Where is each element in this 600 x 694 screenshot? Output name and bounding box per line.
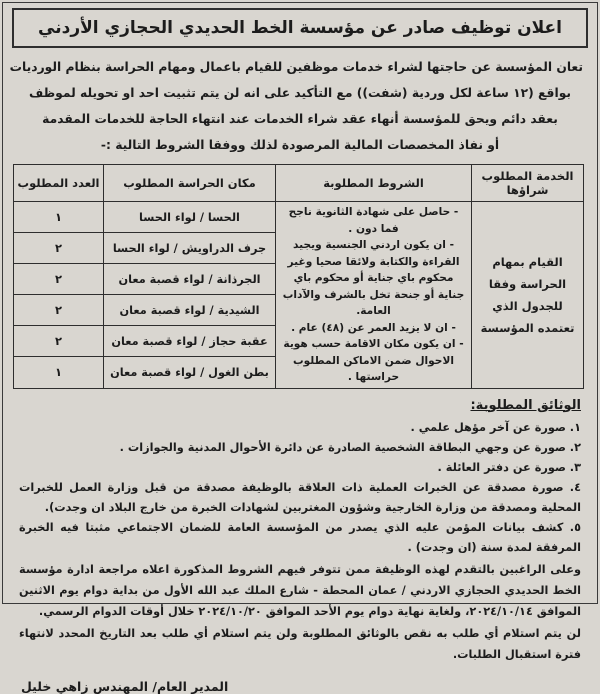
condition-line: - حاصل على شهادة الثانوية ناجح فما دون . bbox=[279, 204, 468, 237]
location-cell: الحسا / لواء الحسا bbox=[104, 202, 276, 233]
intro-line: بواقع (١٢ ساعة لكل وردية (شفت)) مع التأكيد على انه لن يتم تثبيت احد او تحويله لموظف bbox=[17, 80, 583, 106]
intro-line: أو نفاذ المخصصات المالية المرصودة لذلك ووفقا الشروط التالية :- bbox=[17, 132, 583, 158]
condition-line: - ان يكون مكان الاقامة حسب هوية الاحوال ضمن الاماكن المطلوب حراستها . bbox=[279, 336, 468, 386]
requirements-table bbox=[13, 164, 584, 389]
location-cell: الشيدية / لواء قصبة معان bbox=[104, 295, 276, 326]
intro-line: بعقد دائم ويحق للمؤسسة أنهاء عقد شراء الخدمات عند انتهاء الحاجة للخدمات المقدمة bbox=[17, 106, 583, 132]
document-item: ٢. صورة عن وجهي البطاقة الشخصية الصادرة عن دائرة الأحوال المدنية والجوازات . bbox=[19, 438, 581, 458]
count-cell: ٢ bbox=[14, 264, 104, 295]
table-header-row bbox=[14, 165, 584, 202]
column-header-count: العدد المطلوب bbox=[14, 165, 104, 202]
apply-paragraph: وعلى الراغبين بالتقدم لهذه الوظيفة ممن تتوفر فيهم الشروط المذكورة اعلاه مراجعة ادارة مؤسسة الخط الحديدي الحجازي الاردني / عمان المحطة - شارع الملك عبد الله الأول من بداية دوام يوم الاثنين الموافق ٢٠٢٤/١٠/١٤، ولغاية نهاية دوام يوم الأحد الموافق ٢٠٢٤/١٠/٢٠ خلال أوقات الدوام الرسمي. bbox=[19, 559, 581, 622]
signature-text: المدير العام/ المهندس زاهي خليل bbox=[21, 679, 228, 694]
documents-heading: الوثائق المطلوبة: bbox=[19, 398, 581, 413]
count-cell: ١ bbox=[14, 202, 104, 233]
column-header-location: مكان الحراسة المطلوب bbox=[104, 165, 276, 202]
signature bbox=[21, 679, 579, 694]
column-header-service: الخدمة المطلوب شراؤها bbox=[472, 165, 584, 202]
note-paragraph: لن يتم استلام أي طلب به نقص بالوثائق المطلوبة ولن يتم استلام أي طلب بعد التاريخ المحدد لانتهاء فترة استقبال الطلبات. bbox=[19, 623, 581, 665]
document-item: ١. صورة عن آخر مؤهل علمي . bbox=[19, 418, 581, 438]
count-cell: ٢ bbox=[14, 233, 104, 264]
column-header-conditions: الشروط المطلوبة bbox=[276, 165, 472, 202]
document-item: ٥. كشف بيانات المؤمن عليه الذي يصدر من المؤسسة العامة للضمان الاجتماعي مثبتا فيه الخبرة المرفقة لمدة سنة (ان وجدت) . bbox=[19, 518, 581, 558]
count-cell: ٢ bbox=[14, 326, 104, 357]
condition-line: - ان لا يزيد العمر عن (٤٨) عام . bbox=[279, 320, 468, 337]
count-cell: ١ bbox=[14, 357, 104, 388]
page-title: اعلان توظيف صادر عن مؤسسة الخط الحديدي الحجازي الأردني bbox=[38, 18, 562, 38]
documents-section bbox=[19, 398, 581, 694]
document-item: ٤. صورة مصدقة عن الخبرات العملية ذات العلاقة بالوظيفة مصدقة من قبل وزارة العمل للخبرات المحلية ومصدقة من وزارة الخارجية وشؤون المغتربين لشهادات الخبرة من خارج البلاد ان وجدت). bbox=[19, 478, 581, 518]
conditions-cell bbox=[276, 202, 472, 389]
location-cell: بطن الغول / لواء قصبة معان bbox=[104, 357, 276, 388]
document-frame bbox=[2, 2, 598, 604]
intro-line: تعان المؤسسة عن حاجتها لشراء خدمات موظفين للقيام باعمال ومهام الحراسة بنظام الورديات bbox=[17, 54, 583, 80]
condition-line: - ان يكون اردني الجنسية ويجيد القراءة والكتابة ولائقا صحيا وغير محكوم باي جناية أو محكوم باي جناية أو جنحة تخل بالشرف والآداب العامة. bbox=[279, 237, 468, 320]
document-item: ٣. صورة عن دفتر العائلة . bbox=[19, 458, 581, 478]
location-cell: جرف الدراويش / لواء الحسا bbox=[104, 233, 276, 264]
service-cell: القيام بمهام الحراسة وفقا للجدول الذي تعتمده المؤسسة bbox=[472, 202, 584, 389]
intro-paragraph bbox=[17, 54, 583, 158]
count-cell: ٢ bbox=[14, 295, 104, 326]
title-box bbox=[12, 8, 588, 48]
table-row bbox=[14, 202, 584, 233]
location-cell: الجرذانة / لواء قصبة معان bbox=[104, 264, 276, 295]
location-cell: عقبة حجاز / لواء قصبة معان bbox=[104, 326, 276, 357]
